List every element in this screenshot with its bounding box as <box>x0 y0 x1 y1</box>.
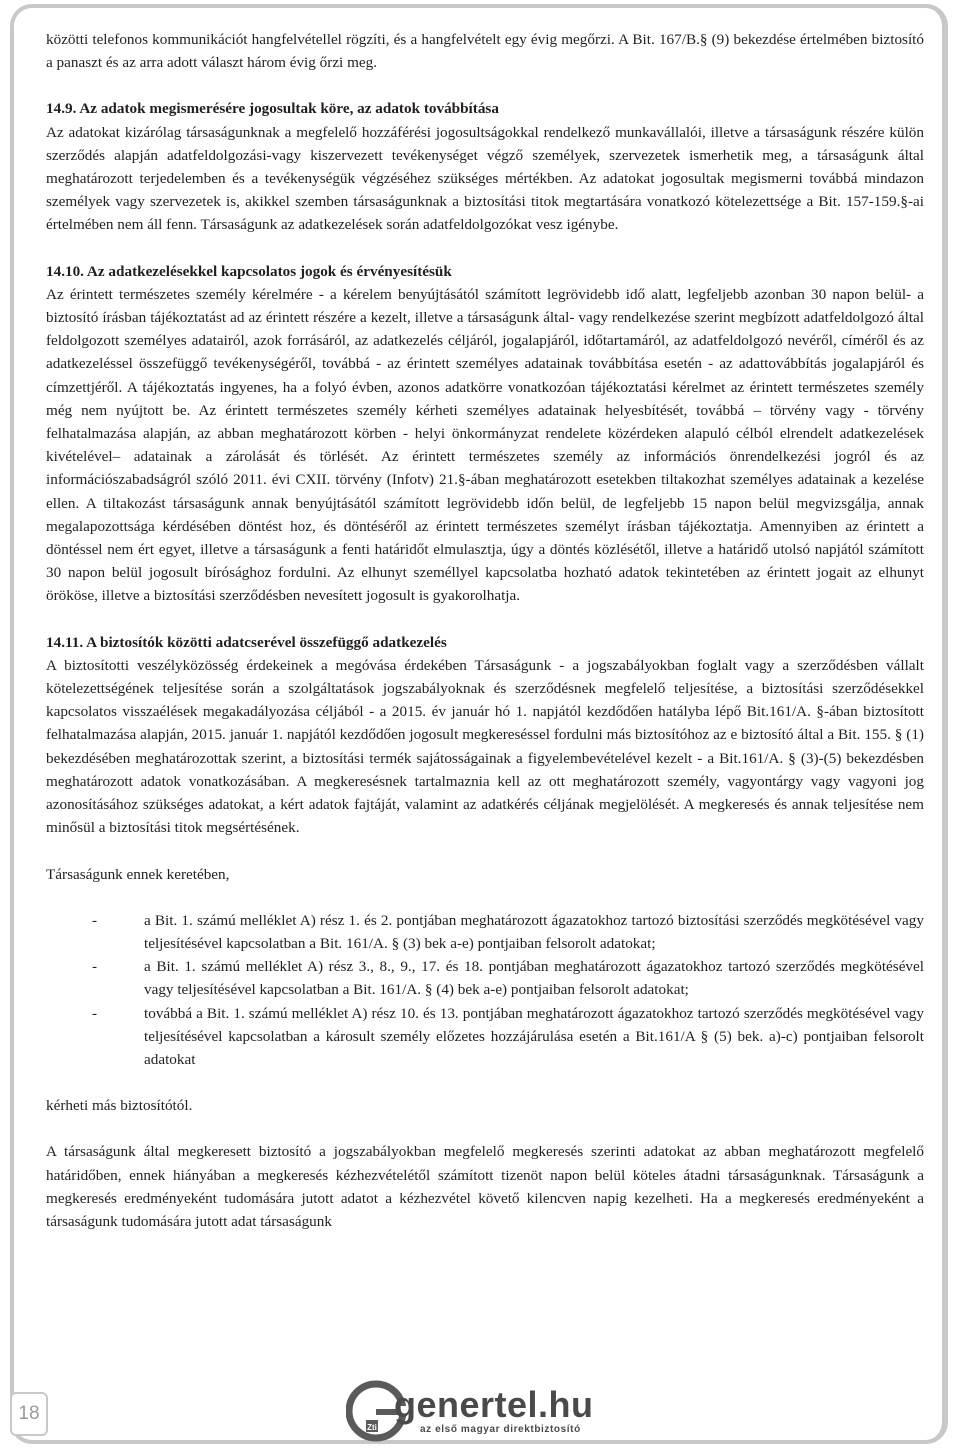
svg-text:Zti: Zti <box>367 1423 377 1432</box>
dash-marker: - <box>92 1004 98 1022</box>
logo-tagline: az első magyar direktbiztosító <box>420 1424 581 1435</box>
section-paragraph: Az érintett természetes személy kérelmére - a kérelem benyújtásától számított legrövidebb idő alatt, legfeljebb azonban 30 napon belül- a biztosító írásban tájékoztatást ad az érintett részére a kezelt, illetve a társaságunk által- vagy rendelkezése szerint megbízott adatfeldolgozó által feldolgozott személyes adatairól, azok forrásáról, az adatkezelés céljáról, jogalapjáról, időtartamáról, az adatfeldolgozó nevéről, címéről és az adatkezeléssel összefüggő tevékenységéről, továbbá - az érintett személyes adatainak továbbítása esetén - az adattovábbítás jogalapjáról és címzettjéről. A tájékoztatás ingyenes, ha a folyó évben, azonos adatkörre vonatkozóan tájékoztatási kérelmet az érintett természetes személy még nem nyújtott be. Az érintett természetes személy kérheti személyes adatainak helyesbítését, továbbá – törvény vagy - törvény felhatalmazása alapján, az abban meghatározott körben - helyi önkormányzat rendelete közérdeken alapuló célból elrendelt adatkezelések kivételével– adatainak a zárolását és törlését. Az érintett természetes személy az információs önrendelkezési jogról és az információszabadságról szóló 2011. évi CXII. törvény (Infotv) 21.§-ában meghatározott esetekben tiltakozhat személyes adatainak a kezelése ellen. A tiltakozást társaságunk annak benyújtásától számított legrövidebb időn belül, de legfeljebb 15 napon belül megvizsgálja, annak megalapozottsága kérdésében döntést hoz, és döntéséről az érintett természetes személyt írásban tájékoztatja. Amennyiben az érintett a döntéssel nem ért egyet, illetve a társaságunk a fenti határidőt elmulasztja, úgy a döntés közlésétől, illetve a határidő utolsó napjától számított 30 napon belül jogosult bírósághoz fordulni. Az elhunyt személlyel kapcsolatba hozható adatok tekintetében az érintett jogait az elhunyt örököse, illetve a biztosítási szerződésben nevesített jogosult is gyakorolhatja. <box>46 285 924 605</box>
section-heading: 14.9. Az adatok megismerésére jogosultak köre, az adatok továbbítása <box>46 100 499 118</box>
list-item-text: a Bit. 1. számú melléklet A) rész 1. és 2. pontjában meghatározott ágazatokhoz tartozó biztosítási szerződés megkötésével vagy teljesítésével kapcsolatban a Bit. 161/A. § (3) bek a-e) pontjaiban felsorolt adatokat; <box>144 911 924 952</box>
intro-paragraph: közötti telefonos kommunikációt hangfelvétellel rögzíti, és a hangfelvételt egy évig megőrzi. A Bit. 167/B.§ (9) bekezdése értelmében biztosító a panaszt és az arra adott választ három évig őrzi meg. <box>46 31 924 72</box>
list-item-text: a Bit. 1. számú melléklet A) rész 3., 8., 9., 17. és 18. pontjában meghatározott ágazatokhoz tartozó szerződés megkötésével vagy teljesítésével kapcsolatban a Bit. 161/A. § (4) bek a-e) pontjaiban felsorolt adatokat; <box>144 958 924 999</box>
section-14-10 <box>46 260 924 608</box>
page-number: 18 <box>10 1392 48 1436</box>
section-heading: 14.10. Az adatkezelésekkel kapcsolatos jogok és érvényesítésük <box>46 262 452 280</box>
section-paragraph: A biztosítotti veszélyközösség érdekeinek a megóvása érdekében Társaságunk - a jogszabályokban foglalt vagy a szerződésben vállalt kötelezettségének teljesítése során a szolgáltatások jogszabályoknak és szerződésnek megfelelő teljesítése, a biztosítási szerződésekkel kapcsolatos visszaélések megakadályozása céljából - a 2015. év január hó 1. napjától kezdődően hatályba lépő Bit.161/A. §-ában biztosított felhatalmazása alapján, 2015. január 1. napjától kezdődően jogosult megkereséssel fordulni más biztosítóhoz az e biztosító által a Bit. 155. § (1) bekezdésében meghatározottak szerint, a biztosítási termék sajátosságainak a figyelembevételével kezelt - a Bit.161/A. § (3)-(5) bekezdésben meghatározott adatok vonatkozásában. A megkeresésnek tartalmaznia kell az ott meghatározott személy, vagyontárgy vagy vagyoni jog azonosításához szükséges adatokat, a kért adatok fajtáját, valamint az adatkérés céljának megjelölését. A megkeresés és annak teljesítése nem minősül a biztosítási titok megsértésének. <box>46 656 924 837</box>
section-heading: 14.11. A biztosítók közötti adatcserével összefüggő adatkezelés <box>46 633 447 651</box>
dash-marker: - <box>92 911 98 929</box>
section-paragraph: Az adatokat kizárólag társaságunknak a megfelelő hozzáférési jogosultságokkal rendelkező munkavállalói, illetve a társaságunk részére külön szerződés alapján adatfeldolgozási-vagy kiszervezett tevékenységet végző személyek, szervezetek ismerhetik meg, a társaságunk által meghatározott terjedelemben és a tevékenységük végzéséhez szükséges mértékben. Az adatokat jogosultak megismerni továbbá mindazon személyek vagy szervezetek is, akikkel szemben társaságunknak a biztosítási titok megtartására vonatkozó kötelezettsége a Bit. 157-159.§-ai értelmében nem áll fenn. Társaságunk az adatkezelések során adatfeldolgozókat vesz igénybe. <box>46 123 924 234</box>
section-14-9 <box>46 97 924 236</box>
after-list-text: kérheti más biztosítótól. <box>46 1097 193 1115</box>
genertel-logo <box>346 1380 608 1442</box>
list-item <box>46 1002 924 1072</box>
list-item <box>46 955 924 1001</box>
list-item-text: továbbá a Bit. 1. számú melléklet A) rész 10. és 13. pontjában meghatározott ágazatokhoz tartozó szerződés megkötésével vagy teljesítésével kapcsolatban a károsult személy előzetes hozzájárulása esetén a Bit.161/A § (5) bek. a)-c) pontjaiban felsorolt adatokat <box>144 1004 924 1068</box>
framework-intro: Társaságunk ennek keretében, <box>46 865 230 883</box>
section-14-11 <box>46 631 924 840</box>
dash-marker: - <box>92 958 98 976</box>
final-paragraph: A társaságunk által megkeresett biztosító a jogszabályokban megfelelő megkeresés szerinti adatokat az abban meghatározott megfelelő határidőben, ennek hiányában a megkeresés kézhezvételétől számított tizenöt napon belül köteles átadni társaságunknak. Társaságunk a megkeresés eredményeként tudomására jutott adatot a kézhezvétel követő kilencven napig kezelheti. Ha a megkeresés eredményeként a társaságunk tudomására jutott adat társaságunk <box>46 1143 924 1230</box>
dash-list <box>46 909 924 1071</box>
document-body <box>46 28 924 1233</box>
logo-name: genertel.hu <box>394 1384 594 1425</box>
list-item <box>46 909 924 955</box>
